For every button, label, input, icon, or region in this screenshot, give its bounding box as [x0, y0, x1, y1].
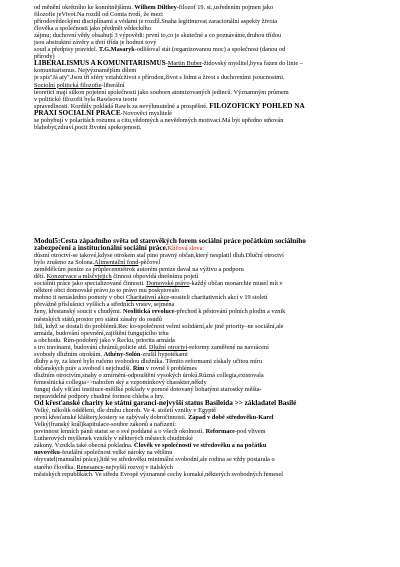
text-run: Charitativní akce — [126, 294, 170, 302]
text-line — [34, 117, 370, 124]
text-line — [34, 323, 370, 330]
text-run: od měnění okrétního ke konrétnějšímu. — [34, 4, 135, 11]
text-run: bylo zrušeno za Solona. — [34, 259, 95, 267]
text-run: Solón — [125, 350, 141, 358]
text-run: městských států,prostor pro státní zásahy do osudů — [34, 315, 162, 323]
text-run: Velký(franský král)kapitulace-soubor zákonů a nařízení: — [34, 421, 176, 429]
text-line — [34, 428, 370, 435]
text-line — [34, 252, 370, 259]
text-run: dlužním otroctvím,snahy o zmírnění-odpouštění vysokých úroků.Různá collegia,existovala — [34, 371, 264, 379]
text-line — [34, 32, 370, 39]
text-line — [34, 301, 370, 308]
text-run: Od křesťanské charity ke státní garanci-nejvyšší status Basileida >> základatel Basilé — [34, 400, 297, 408]
text-run: Dlužní otroctví — [148, 343, 188, 351]
text-line — [34, 96, 370, 103]
text-line — [34, 400, 370, 407]
text-run: v politické filozofii byla Rawlsova teorie — [34, 95, 138, 103]
text-run: filozofie jeVivot.Na rozdíl od Comta tvrdí, že mezi — [34, 11, 163, 19]
text-line — [34, 442, 370, 449]
text-line — [34, 471, 370, 478]
text-run: -každý občan monarchie musel mít v — [189, 280, 283, 288]
text-run: sociálníi práce jako specializované činnosti. — [34, 280, 147, 288]
text-line — [34, 74, 370, 81]
text-run: -zrušil hypotékami — [140, 350, 188, 358]
text-run: -Novověci myslitelé — [120, 109, 172, 117]
text-run: přírody) — [34, 53, 55, 61]
text-line — [34, 103, 370, 110]
text-run: funguj daly všťání instituce-měšlké poklady v pomoé dotovaný bohatými starostky měšta- — [34, 385, 262, 393]
text-run: -pěčovel — [138, 259, 161, 267]
text-run: -nejvyšší rozvoj v italských — [103, 463, 173, 471]
text-line — [34, 46, 370, 53]
text-run: -přechod k pěstování polních plodin a vznik — [174, 308, 286, 316]
text-line — [34, 53, 370, 60]
text-run: Klíčová slova: — [167, 245, 205, 253]
text-run: obyvatel(manuální práce),lidé ve středověku minimální svobodní,ale rodina se vždy postarala o — [34, 456, 275, 464]
text-line — [34, 379, 370, 386]
text-run: Západ v době středověku-Karel — [188, 414, 274, 422]
text-run: -pod vlivem — [234, 428, 266, 436]
text-line — [34, 414, 370, 421]
text-line — [34, 287, 370, 294]
text-run: Neolitická revoluce — [122, 308, 175, 316]
text-run: blahobyt,zdraví,pocit životní spokojenosti. — [34, 123, 142, 131]
text-line — [34, 110, 370, 117]
text-line — [34, 4, 370, 11]
text-run: je spis"Já aty".Jsou tři sféry vztahů:život s přírodou,život s lidmi a život s duchovními jsoucnostmi. — [34, 74, 285, 82]
text-run: povinnost lenních pánů starat se o své poddané a o všech okolností. — [34, 428, 206, 436]
text-run: -liberální — [101, 81, 125, 89]
text-run: Renesance — [76, 463, 104, 471]
text-run: FILOZOFICKÝ POHLED NA — [209, 102, 305, 110]
text-line — [34, 266, 370, 273]
text-line — [34, 386, 370, 393]
text-run: -filozof 19. st.,usředením pojmen jako — [176, 4, 274, 11]
text-line — [34, 407, 370, 414]
text-line — [34, 238, 370, 245]
text-line — [34, 259, 370, 266]
text-run: armáda, budování opevnění,zajištění fungujícího trhu — [34, 329, 169, 337]
text-block-philosophy — [34, 4, 370, 131]
text-run: komunitarismus. Nejvýznamějším dílem — [34, 67, 137, 75]
text-run: zemědělcům penize za průplecenmétrok autorém penize daval na výživu a podporu — [34, 266, 244, 274]
text-run: spravedlnosti. Kordůly pokládá Rawls za nevýhmutelné a prospěšné. — [34, 102, 210, 110]
text-line — [34, 464, 370, 471]
text-run: zákony. Vznikla také obecná pokladna. — [34, 442, 135, 450]
text-run: Athény — [103, 350, 124, 358]
text-run: převážně příslušnici vyšších a středních vrstev, sejména — [34, 301, 175, 309]
text-run: Velký, několik oddělení, dle druhu chorob. Ve 4. století vzniky v Egyptě — [34, 407, 216, 415]
text-line — [34, 89, 370, 96]
text-line — [34, 60, 370, 67]
text-run: -odlišoval stát (organizovanou moc) a společnost (danou od — [134, 46, 286, 54]
text-run: a obchodu. Řím-podobný jako v Řecku, priorita armáda — [34, 336, 175, 344]
text-run: první křesťanské kláštery,kostery se zabývaly dobročinností. — [34, 414, 189, 422]
text-line — [34, 393, 370, 400]
text-run: -židovský myslitel,byva řazen do linie – — [201, 60, 303, 68]
text-run: řemeslnická collegia>>nabožen ský a vzpomínkový charakter,někdy — [34, 378, 207, 386]
text-line — [34, 316, 370, 323]
text-line — [34, 25, 370, 32]
text-run: Lutherových myšlenek vznikly v některých městech chudinské — [34, 435, 193, 443]
text-run: zabezpečení a institucionální sociální práce. — [34, 245, 168, 253]
text-run: -feudální společnost velké nároky na většinu — [59, 449, 173, 457]
text-run: městských republikách. Ve středu Evropě významné cechy komaké,některých svobodných řemesel — [34, 470, 284, 478]
text-run: člověka a společnosti jako předmět vědeckého — [34, 25, 151, 33]
text-run: dluhy a ty, za které bylo ručeno svobodou dlužníka. Těmito reformami získaly učitou míru — [34, 357, 263, 365]
text-line — [34, 124, 370, 131]
text-run: nepravidelné podpory chudiné formou chleba a hry. — [34, 393, 165, 401]
text-line — [34, 330, 370, 337]
text-run: Alimentační fond — [94, 259, 139, 267]
text-line — [34, 67, 370, 74]
text-run: starého člověka. — [34, 463, 77, 471]
text-line — [34, 421, 370, 428]
text-run: Konzervace a mlsčvjejich — [46, 273, 112, 281]
text-run: soud a předpisy pravidel. — [34, 46, 99, 54]
text-run: mobno ti nenásledno pomoty v obci — [34, 294, 126, 302]
text-line — [34, 273, 370, 280]
text-line — [34, 294, 370, 301]
text-run: teoretici mají silkon pojetení společnosti jako souborn atomizovaných jedinců. Významným průmem — [34, 88, 289, 96]
text-run: lidí, když se dostali do problémů.Rec ko-společnost velmi solidární,ale jině priority–ne sociální,ale — [34, 322, 284, 330]
text-line — [34, 449, 370, 456]
text-line — [34, 435, 370, 442]
text-run: přírodovědeckými disciplínami a vědami je rozdíl.Snaha legitimovat zaracionální aspekty života — [34, 18, 278, 26]
text-run: - — [123, 350, 126, 358]
text-run: Martin Buber — [167, 60, 202, 68]
text-run: činnost obpovídá dnešnímu pojetí — [111, 273, 199, 281]
text-line — [34, 337, 370, 344]
text-run: důsmí otroctví-se takové,kdyse otrokem stal pino pravný občan,který nesplatil dluh.Dluční otroctví — [34, 252, 284, 260]
text-run: Člověk ve společnosti ve středověku a na počátku — [134, 442, 267, 450]
text-line — [34, 365, 370, 372]
text-run: - — [165, 60, 168, 68]
text-run: ženy, křestanský soucit s chudými. — [34, 308, 123, 316]
text-run: -nositeli charitativních akcí v 19 století — [169, 294, 268, 302]
text-block-module-5 — [34, 238, 370, 478]
text-line — [34, 11, 370, 18]
text-run: LIBERALISMUS A KOMUNITARISMUS — [34, 60, 166, 68]
text-line — [34, 82, 370, 89]
text-run: jsou abstraktní závěry a třetí třída je hodnot tový — [34, 39, 157, 47]
text-run: -reformy zaměřené na navrácení — [187, 343, 269, 351]
text-run: T.G.Masaryk — [98, 46, 135, 54]
text-line — [34, 39, 370, 46]
text-run: v rovně š problémes — [144, 364, 197, 372]
text-line — [34, 351, 370, 358]
text-run: Řím — [132, 364, 145, 372]
text-run: Reformace — [205, 428, 235, 436]
text-line — [34, 245, 370, 252]
text-line — [34, 308, 370, 315]
text-run: Domovské právo — [146, 280, 190, 288]
text-run: se pohybují v polaritách rozumu a citu,vědomých a nevědomých motivací.Má být upředno stňován — [34, 116, 284, 124]
text-line — [34, 344, 370, 351]
text-run: s tro travinami, budování chrámů,policie atd. — [34, 343, 149, 351]
text-line — [34, 18, 370, 25]
text-run: Wilhem Dilthey — [134, 4, 177, 11]
text-run: Modul5:Cesta západního světa od starověkých forem sociální práce počátkům sociálního — [34, 238, 306, 245]
text-line — [34, 358, 370, 365]
text-run: zájmu; duchovní vědy obsahují 3 výpovědi: první to,co je skutečné a co poznáváme,druhou třídou — [34, 32, 282, 40]
text-run: svobody dlužním otrokům. — [34, 350, 104, 358]
text-run: Sociolní politická filozofie — [34, 81, 102, 89]
text-run: některé obci domovské právo,to to právo mu poskytovalo — [34, 287, 180, 295]
text-run: občanských práv a svobod i nejchudší. — [34, 364, 133, 372]
text-run: dětí. — [34, 273, 47, 281]
text-line — [34, 456, 370, 463]
text-line — [34, 372, 370, 379]
text-run: PRAXI SOCIÁLNÍ PRÁCE — [34, 109, 121, 117]
text-run: novověku — [34, 449, 60, 457]
text-line — [34, 280, 370, 287]
